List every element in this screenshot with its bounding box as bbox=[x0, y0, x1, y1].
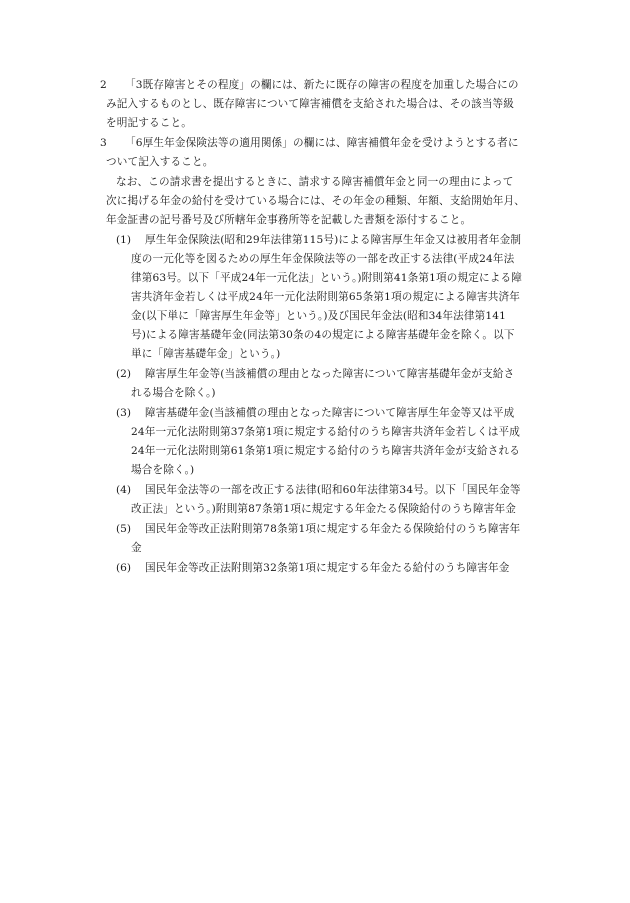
item-3-label: (3) bbox=[116, 407, 132, 419]
item-2-line-2: れる場合を除く。) bbox=[131, 387, 216, 399]
item-1-line-5: 金(以下単に「障害厚生年金等」という。)及び国民年金法(昭和34年法律第141 bbox=[131, 310, 507, 322]
item-3-line-2: 24年一元化法附則第37条第1項に規定する給付のうち障害共済年金若しくは平成 bbox=[131, 426, 520, 438]
item-1-line-4: 害共済年金若しくは平成24年一元化法附則第65条第1項の規定による障害共済年 bbox=[131, 291, 520, 303]
note-3-line-1: 「6厚生年金保険法等の適用関係」の欄には、障害補償年金を受けようとする者に bbox=[125, 137, 519, 149]
note-2-number: 2 bbox=[100, 79, 107, 91]
item-1-line-6: 号)による障害基礎年金(同法第30条の4の規定による障害基礎年金を除く。以下 bbox=[131, 329, 515, 341]
note-3-paragraph-line-2: 次に掲げる年金の給付を受けている場合には、その年金の種類、年額、支給開始年月、 bbox=[106, 195, 526, 207]
item-3-line-3: 24年一元化法附則第61条第1項に規定する給付のうち障害共済年金が支給される bbox=[131, 445, 520, 457]
note-3-paragraph-line-3: 年金証書の記号番号及び所轄年金事務所等を記載した書類を添付すること。 bbox=[106, 214, 472, 226]
item-1-line-1: 厚生年金保険法(昭和29年法律第115号)による障害厚生年金又は被用者年金制 bbox=[145, 234, 522, 246]
note-2-line-3: を明記すること。 bbox=[106, 117, 192, 129]
note-2-line-1: 「3既存障害とその程度」の欄には、新たに既存の障害の程度を加重した場合にの bbox=[125, 79, 519, 91]
item-4-label: (4) bbox=[116, 484, 132, 496]
item-5-label: (5) bbox=[116, 523, 132, 535]
item-4-line-1: 国民年金法等の一部を改正する法律(昭和60年法律第34号。以下「国民年金等 bbox=[145, 484, 521, 496]
item-4-line-2: 改正法」という。)附則第87条第1項に規定する年金たる保険給付のうち障害年金 bbox=[131, 503, 516, 515]
item-6-line-1: 国民年金等改正法附則第32条第1項に規定する年金たる給付のうち障害年金 bbox=[145, 562, 510, 574]
item-5-line-2: 金 bbox=[131, 542, 142, 554]
item-1-line-7: 単に「障害基礎年金」という。) bbox=[131, 348, 281, 360]
note-3-paragraph-line-1: なお、この請求書を提出するときに、請求する障害補償年金と同一の理由によって bbox=[116, 176, 514, 188]
item-3-line-4: 場合を除く。) bbox=[131, 464, 195, 476]
item-2-label: (2) bbox=[116, 368, 132, 380]
item-6-label: (6) bbox=[116, 562, 132, 574]
item-1-label: (1) bbox=[116, 234, 132, 246]
note-3-line-2: ついて記入すること。 bbox=[106, 156, 214, 168]
item-1-line-3: 律第63号。以下「平成24年一元化法」という。)附則第41条第1項の規定による障 bbox=[131, 272, 523, 284]
item-2-line-1: 障害厚生年金等(当該補償の理由となった障害について障害基礎年金が支給さ bbox=[145, 368, 515, 380]
item-5-line-1: 国民年金等改正法附則第78条第1項に規定する年金たる保険給付のうち障害年 bbox=[145, 523, 521, 535]
item-3-line-1: 障害基礎年金(当該補償の理由となった障害について障害厚生年金等又は平成 bbox=[145, 407, 515, 419]
item-1-line-2: 度の一元化等を図るための厚生年金保険法等の一部を改正する法律(平成24年法 bbox=[131, 253, 515, 265]
note-3-number: 3 bbox=[100, 137, 107, 149]
note-2-line-2: み記入するものとし、既存障害について障害補償を支給された場合は、その該当等級 bbox=[106, 98, 515, 110]
